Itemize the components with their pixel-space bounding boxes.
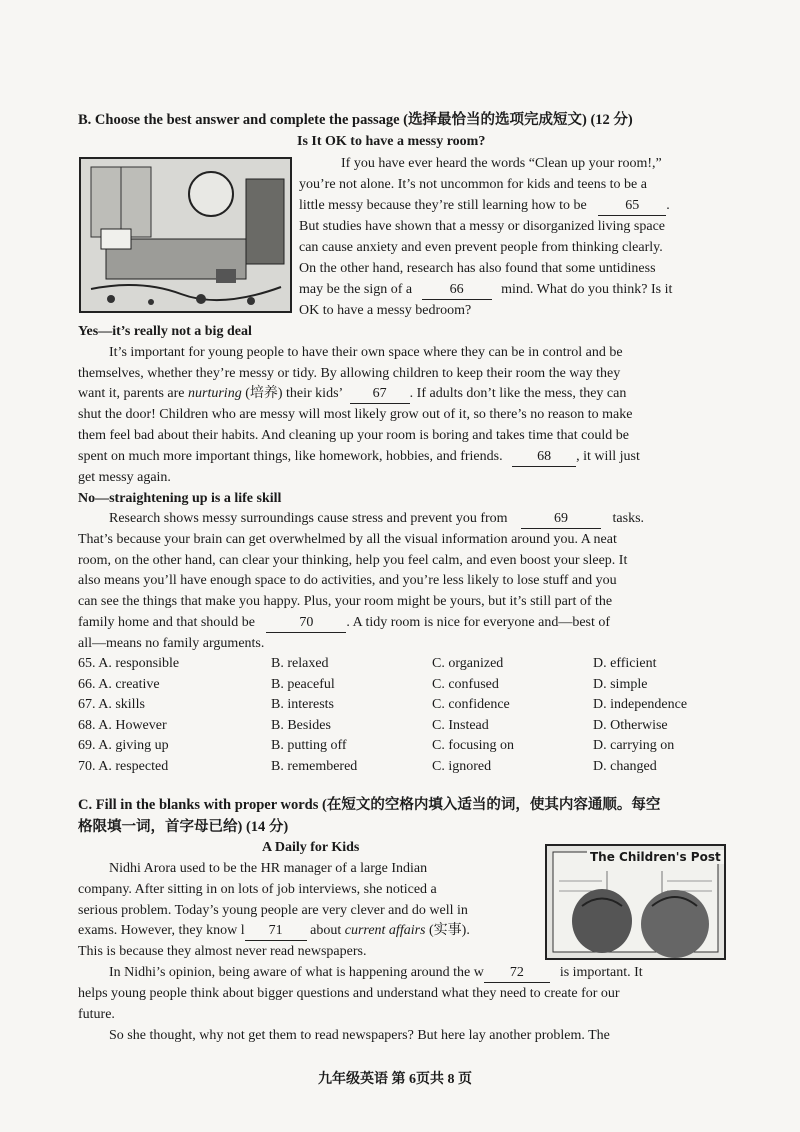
option-c[interactable]: C. confidence [432,697,510,712]
intro-line: On the other hand, research has also found that some untidiness [299,261,656,276]
no-line [109,510,644,529]
option-b[interactable]: B. putting off [271,738,347,753]
no-text: tasks. [612,511,645,526]
section-b-heading: B. Choose the best answer and complete the passage (选择最恰当的选项完成短文) (12 分) [78,112,633,128]
intro-text: little messy because they’re still learning how to be [299,198,587,213]
c-text: exams. However, they know l [78,923,245,938]
blank-66[interactable]: 66 [422,281,492,300]
yes-heading: Yes—it’s really not a big deal [78,324,252,339]
option-d[interactable]: D. simple [593,677,648,692]
passage-c-title: A Daily for Kids [262,840,360,855]
yes-line: shut the door! Children who are messy will most likely grow out of it, so there’s no reason to make [78,407,633,422]
option-c[interactable]: C. ignored [432,759,492,774]
c-text: In Nidhi’s opinion, being aware of what is happening around the w [109,965,484,980]
option-b[interactable]: B. remembered [271,759,358,774]
option-b[interactable]: B. peaceful [271,677,335,692]
nurturing-word: nurturing [188,386,242,401]
c-line: Nidhi Arora used to be the HR manager of a large Indian [109,861,428,876]
messy-room-illustration [79,157,292,313]
section-c-heading-line1: C. Fill in the blanks with proper words (在短文的空格内填入适当的词，使其内容通顺。每空 [78,797,661,813]
option-c[interactable]: C. Instead [432,718,489,733]
option-c[interactable]: C. confused [432,677,499,692]
c-line: future. [78,1007,115,1022]
blank-69[interactable]: 69 [521,510,601,529]
page-footer: 九年级英语 第 6页共 8 页 [318,1072,472,1087]
intro-line: little messy because they’re still learning how to be 65 . [299,197,670,216]
c-line [109,964,643,983]
c-line: serious problem. Today’s young people are very clever and do well in [78,903,468,918]
yes-text: . If adults don’t like the mess, they can [409,386,627,401]
c-line: company. After sitting in on lots of job interviews, she noticed a [78,882,437,897]
passage-title: Is It OK to have a messy room? [297,134,486,149]
messy-room-picture [81,159,290,311]
no-line [78,614,610,633]
intro-text: mind. What do you think? Is it [501,282,673,297]
no-text: . A tidy room is nice for everyone and—best of [346,615,611,630]
option-b[interactable]: B. interests [271,697,334,712]
newspaper-title: The Children's Post [587,850,724,864]
blank-67[interactable]: 67 [350,385,410,404]
no-text: family home and that should be [78,615,255,630]
yes-line: them feel bad about their habits. And cleaning up your room is boring and takes time that could be [78,428,629,443]
c-text: about [310,923,342,938]
no-line: room, on the other hand, can clear your thinking, help you feel calm, and even boost your sleep. It [78,553,628,568]
option-d[interactable]: D. independence [593,697,688,712]
option-a[interactable]: 65. A. responsible [78,656,180,671]
yes-line [78,448,640,467]
current-affairs-term: current affairs [344,923,426,938]
no-line: all—means no family arguments. [78,636,265,651]
yes-line: get messy again. [78,470,171,485]
yes-text: want it, parents are [78,386,185,401]
option-d[interactable]: D. carrying on [593,738,675,753]
intro-line: If you have ever heard the words “Clean up your room!,” [341,156,662,171]
blank-71[interactable]: 71 [245,922,307,941]
option-b[interactable]: B. Besides [271,718,331,733]
blank-65[interactable]: 65 [598,197,666,216]
option-a[interactable]: 67. A. skills [78,697,145,712]
option-d[interactable]: D. changed [593,759,657,774]
intro-line: can cause anxiety and even prevent people from thinking clearly. [299,240,663,255]
c-text: is important. It [559,965,643,980]
yes-line: themselves, whether they’re messy or tidy. By allowing children to keep their room the way they [78,366,621,381]
blank-68[interactable]: 68 [512,448,576,467]
option-a[interactable]: 68. A. However [78,718,167,733]
newspaper-illustration [545,844,726,960]
option-a[interactable]: 66. A. creative [78,677,160,692]
option-a[interactable]: 70. A. respected [78,759,169,774]
option-d[interactable]: D. Otherwise [593,718,668,733]
c-line: helps young people think about bigger questions and understand what they need to create for our [78,986,620,1001]
option-d[interactable]: D. efficient [593,656,657,671]
no-line: also means you’ll have enough space to do activities, and you’re less likely to lose stuff and you [78,573,617,588]
no-line: That’s because your brain can get overwhelmed by all the visual information around you. A neat [78,532,617,547]
blank-70[interactable]: 70 [266,614,346,633]
yes-text: , it will just [576,449,640,464]
section-c-heading-line2: 格限填一词，首字母已给) (14 分) [78,819,289,835]
c-line: This is because they almost never read newspapers. [78,944,367,959]
option-a[interactable]: 69. A. giving up [78,738,169,753]
yes-text: spent on much more important things, like homework, hobbies, and friends. [78,449,503,464]
intro-line [299,281,672,300]
yes-line [78,385,626,404]
blank-72[interactable]: 72 [484,964,550,983]
c-line: So she thought, why not get them to read newspapers? But here lay another problem. The [109,1028,610,1043]
option-c[interactable]: C. focusing on [432,738,515,753]
intro-line: But studies have shown that a messy or disorganized living space [299,219,666,234]
no-line: can see the things that make you happy. Plus, your room might be yours, but it’s still part of the [78,594,613,609]
c-text: (实事). [429,923,470,938]
intro-line: OK to have a messy bedroom? [299,303,472,318]
no-text: Research shows messy surroundings cause stress and prevent you from [109,511,508,526]
option-b[interactable]: B. relaxed [271,656,329,671]
c-line [78,922,470,941]
no-heading: No—straightening up is a life skill [78,491,282,506]
yes-text: (培养) their kids’ [245,386,343,401]
yes-line: It’s important for young people to have their own space where they can be in control and be [109,345,623,360]
intro-line: you’re not alone. It’s not uncommon for kids and teens to be a [299,177,647,192]
option-c[interactable]: C. organized [432,656,504,671]
intro-text: may be the sign of a [299,282,413,297]
